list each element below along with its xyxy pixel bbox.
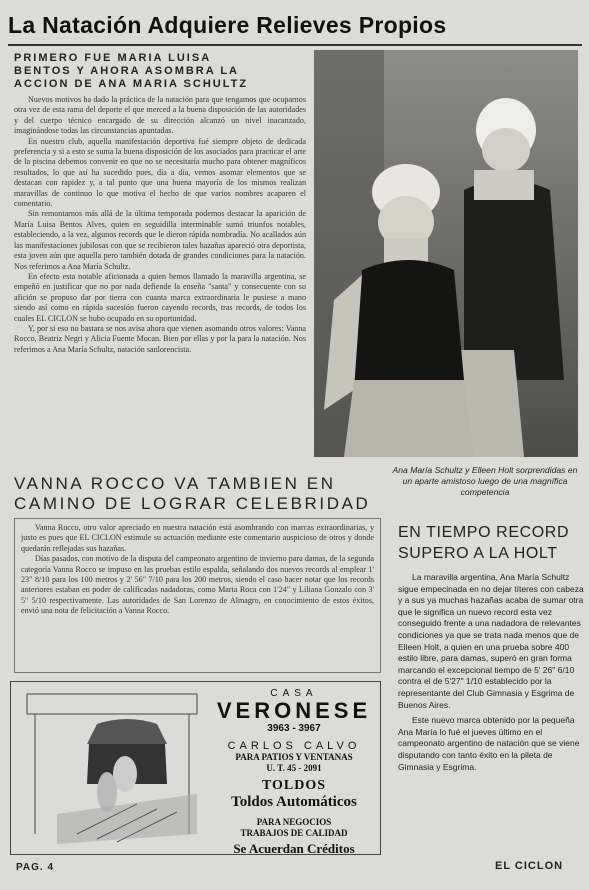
- lead-subhead-line: PRIMERO FUE MARIA LUISA: [14, 52, 212, 64]
- ad-text-block: [211, 688, 377, 857]
- record-paragraph: La maravilla argentina, Ana María Schultz sigue empecinada en no dejar títeres con cabeza y a sus ya muchas hazañas acaba de sumar otra que le significa un nuevo record esta vez conseguido frente a una nadadora de relevantes condiciones ya que se trata nada menos que de Elleen Holt, a quien en una prueba sobre 400 estilo libre, para damas, superó en gran forma marcando el excepcional tiempo de 5' 26" 6/10 contra el de 5'27" 1/10 establecido por la representante del Club Gimnasia y Esgrima de Buenos Aires.: [398, 572, 584, 710]
- record-headline-line: SUPERO A LA HOLT: [398, 545, 558, 562]
- awning-illustration: [17, 684, 207, 852]
- ad-toldos-automaticos: Toldos Automáticos: [231, 794, 357, 810]
- lead-article-subhead: [14, 52, 306, 91]
- page-number: PAG. 4: [16, 862, 55, 873]
- ad-creditos: Se Acuerdan Créditos: [233, 841, 355, 856]
- record-headline-line: EN TIEMPO RECORD: [398, 524, 570, 541]
- publication-name: EL CICLON: [495, 860, 564, 872]
- ad-street-numbers: 3963 - 3967: [267, 723, 321, 734]
- photo-caption: [390, 465, 580, 498]
- vanna-article-box: [14, 518, 381, 673]
- headline-rule: [8, 44, 582, 46]
- vanna-headline-line: VANNA ROCCO VA TAMBIEN EN: [14, 474, 336, 493]
- ad-casa: CASA: [270, 688, 318, 699]
- lead-paragraph: Sin remontarnos más allá de la última temporada podemos destacar la aparición de María Luisa Bentos Alves, quien en seguidilla interminable sumó triunfos notables, estableciendo, a la vez, algunos records que le dieron rápida nombradía. No acallados aún las manifestaciones jubilosas con que se recibieron tales hazañas apareció otra deportista, esta joven aún que aquella pero también dotada de grandes condiciones para la natación. Nos referimos a Ana María Schultz.: [14, 209, 306, 271]
- veronese-advertisement: [10, 681, 381, 855]
- caption-rest: sorprendidas en un aparte amistoso luego de una magnífica competencia: [402, 465, 578, 497]
- lead-article-body: [14, 95, 306, 473]
- vanna-paragraph: Vanna Rocco, otro valor apreciado en nuestra natación está asombrando con marcas extraordinarias, y justo es pues que EL CICLON estimule su actuación mediante este comentario auspicioso de otros y donde quedarán reflejadas sus hazañas.: [21, 523, 374, 553]
- record-paragraph: Este nuevo marca obtenido por la pequeña Ana María lo fué el jueves último en el campeonato argentino de natación que se viene disputando con tanto éxito en la pileta de Gimnasia y Esgrima.: [398, 715, 580, 772]
- record-headline: [398, 522, 584, 564]
- vanna-headline: [14, 474, 384, 514]
- swimmers-photo: [314, 50, 578, 457]
- ad-street: CARLOS CALVO: [227, 740, 361, 752]
- ad-brand-name: VERONESE: [216, 698, 372, 723]
- lead-paragraph: Nuevos motivos ha dado la práctica de la natación para que tengamos que ocuparnos otra vez de esta rama del deporte el que merced a la buena disposición de las autoridades y del cuerpo técnico encargado de su dirección alcanzó un nivel inacanzado, imaginándose todas las circunstancias apuntadas.: [14, 95, 306, 136]
- lead-paragraph: En nuestro club, aquella manifestación deportiva fué siempre objeto de dedicada preferencia y si a esto se suma la buena disposición de los asociados para practicar el arte de la piscina debemos convenir en que no se necesitaría mucho para obtener magníficos resultados, lo que así ha sucedido pues, día a día, vemos asomar elementos que se destacan con rapidez y, a tal punto que una buena mayoría de los mismos realizan maravillas de continuo lo que motiva el hecho de que varios nombres acaparen el comentario.: [14, 136, 306, 209]
- ad-negocios: PARA NEGOCIOS: [256, 817, 332, 827]
- vanna-headline-line: CAMINO DE LOGRAR CELEBRIDAD: [14, 494, 371, 513]
- swimmers-photo-illustration: [314, 50, 578, 457]
- ad-phone: U. T. 45 - 2091: [266, 763, 322, 773]
- ad-calidad: TRABAJOS DE CALIDAD: [240, 828, 348, 838]
- ad-toldos: TOLDOS: [261, 778, 327, 793]
- record-article-body: [398, 572, 584, 854]
- vanna-paragraph: Días pasados, con motivo de la disputa del campeonato argentino de invierno para damas, de la segunda categoría Vanna Rocco se impuso en las pruebas estilo espalda, señalando dos nuevos records al emplear 1' 23" 8/10 para los 100 metros y 2' 56" 7/10 para los 200 metros, siendo el caso hacer notar que los records anteriores estaban en poder de calificadas nadadoras, como Marta Roca con 1'24" y Liliana Gonzalo con 3' 5" 5/10 respectivamente. Las autoridades de San Lorenzo de Almagro, en conocimiento de estos éxitos, envió una nota de felicitación a Vanna Rocco.: [21, 554, 374, 616]
- vanna-article-body: [21, 523, 374, 668]
- lead-subhead-line: ACCION DE ANA MARIA SCHULTZ: [14, 78, 249, 90]
- caption-names: Ana María Schultz y Elleen Holt: [392, 465, 514, 475]
- page-headline: La Natación Adquiere Relieves Propios: [8, 12, 447, 38]
- lead-paragraph: En efecto esta notable aficionada a quien hemos llamado la maravilla argentina, se empeñó en justificar que no por nada defiende la enseña "santa" y consecuente con su afición se propuso dar por tierra con cuanta marca extraordinaria le pusiese a mano siendo así como en rápida sucesión fueron cayendo records, tras records, de todos los cuales EL CICLON se hubo ocupado en su oportunidad.: [14, 271, 306, 323]
- lead-paragraph: Y, por si eso no bastara se nos avisa ahora que vienen asomando otros valores: Vanna Rocco, Beatriz Negri y Alicia Fuente Mocan. Bien por ellas y por la para la natación. Nos referimos a Ana María Schultz, natación sanlorencista.: [14, 323, 306, 354]
- lead-subhead-line: BENTOS Y AHORA ASOMBRA LA: [14, 65, 239, 77]
- ad-tagline: PARA PATIOS Y VENTANAS: [235, 752, 353, 762]
